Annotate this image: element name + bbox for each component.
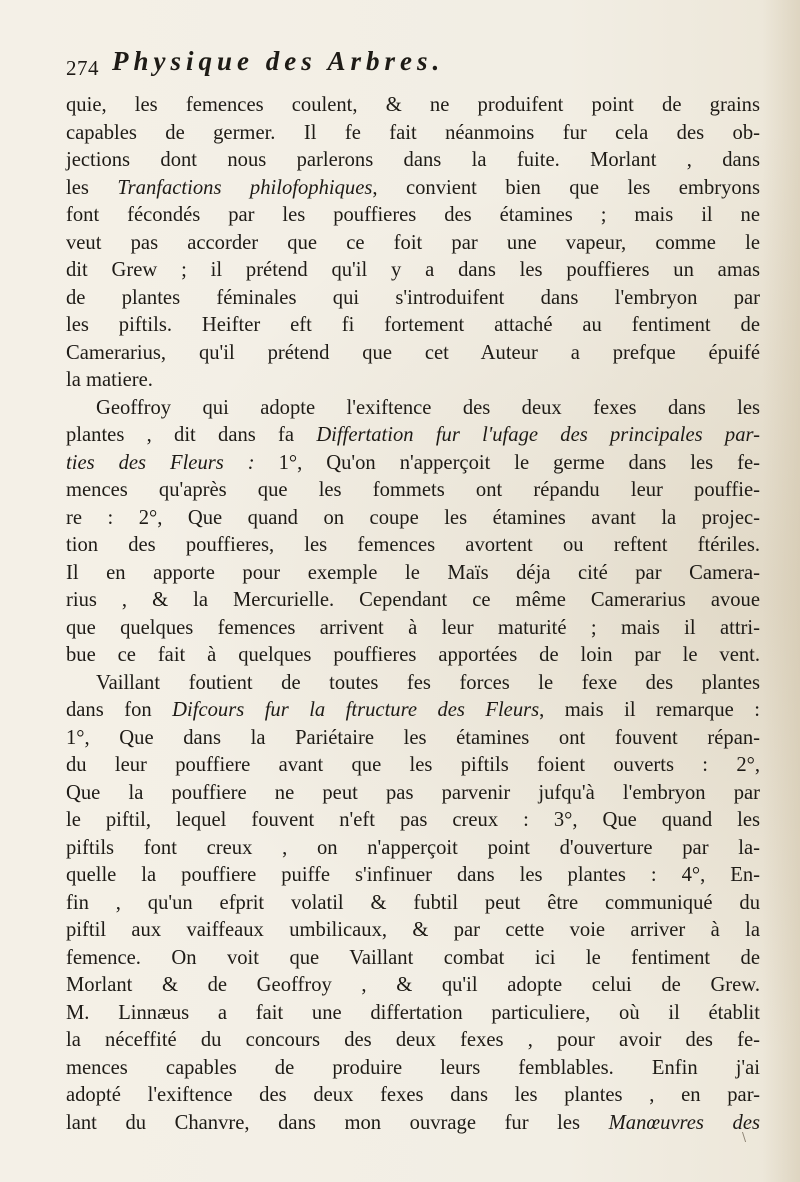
text-run: dans fon	[66, 699, 173, 721]
text-run: 1°, Qu'on n'apperçoit le germe dans les fe-	[254, 451, 760, 474]
text-run: le piftil, lequel fouvent n'eft pas creux : 3°, Que quand les	[66, 809, 760, 831]
text-run: Il en apporte pour exemple le Maïs déja cité par Camera-	[66, 561, 760, 584]
text-run: re : 2°, Que quand on coupe les étamines avant la projec-	[66, 506, 760, 529]
text-run: la néceffité du concours des deux fexes , pour avoir des fe-	[66, 1029, 760, 1051]
text-run: , convient bien que les embryons	[372, 176, 760, 199]
text-line	[66, 505, 760, 533]
text-line	[66, 615, 760, 643]
text-run: font fécondés par les pouffieres des étamines ; mais il ne	[66, 204, 760, 226]
text-run: Que la pouffiere ne peut pas parvenir jufqu'à l'embryon par	[66, 781, 760, 804]
text-line	[66, 175, 760, 203]
text-run: Camerarius, qu'il prétend que cet Auteur a prefque épuifé	[66, 341, 760, 364]
text-run: du leur pouffiere avant que les piftils foient ouverts : 2°,	[66, 754, 760, 776]
text-run: veut pas accorder que ce foit par une vapeur, comme le	[66, 231, 760, 254]
italic-text: Tranfactions philofophiques	[117, 176, 373, 199]
text-run: , mais il remarque :	[539, 699, 760, 721]
text-line	[66, 422, 760, 450]
text-run: les	[66, 176, 118, 199]
text-line	[66, 697, 760, 725]
page-header	[66, 46, 756, 86]
text-line	[66, 120, 760, 148]
text-line	[66, 587, 760, 615]
text-line	[66, 202, 760, 230]
corner-mark: \	[742, 1130, 747, 1144]
text-line	[66, 972, 760, 1000]
text-run: Geoffroy qui adopte l'exiftence des deux fexes dans les	[96, 396, 760, 419]
text-run: mences qu'après que les fommets ont répandu leur pouffie-	[66, 479, 760, 501]
text-line	[66, 285, 760, 313]
text-run: femence. On voit que Vaillant combat ici le fentiment de	[66, 946, 760, 969]
text-line	[66, 395, 760, 423]
text-run: fin , qu'un efprit volatil & fubtil peut être communiqué du	[66, 891, 760, 914]
text-run: que quelques femences arrivent à leur maturité ; mais il attri-	[66, 616, 760, 639]
text-line	[66, 780, 760, 808]
text-run: plantes , dit dans fa	[66, 424, 317, 446]
text-line	[66, 560, 760, 588]
text-line	[66, 450, 760, 478]
italic-text: Difcours fur la ftructure des Fleurs	[172, 699, 540, 721]
text-run: lant du Chanvre, dans mon ouvrage fur les	[66, 1111, 609, 1134]
text-run: Morlant & de Geoffroy , & qu'il adopte celui de Grew.	[66, 974, 760, 996]
page-number: 274	[66, 56, 99, 80]
italic-text: Manœuvres des	[608, 1111, 760, 1134]
text-line	[66, 807, 760, 835]
italic-text: ties des Fleurs :	[66, 451, 255, 474]
text-run: dit Grew ; il prétend qu'il y a dans les pouffieres un amas	[66, 259, 760, 281]
text-run: les piftils. Heifter eft fi fortement attaché au fentiment de	[66, 314, 760, 336]
text-line	[66, 670, 760, 698]
body-text	[66, 92, 760, 1137]
text-run: tion des pouffieres, les femences avortent ou reftent ftériles.	[66, 534, 760, 556]
text-line	[66, 92, 760, 120]
text-line	[66, 1027, 760, 1055]
text-run: quie, les femences coulent, & ne produifent point de grains	[66, 94, 760, 116]
text-line	[66, 725, 760, 753]
text-line	[66, 945, 760, 973]
text-line	[66, 477, 760, 505]
text-run: jections dont nous parlerons dans la fuite. Morlant , dans	[66, 149, 760, 171]
text-line	[66, 1055, 760, 1083]
text-run: piftils font creux , on n'apperçoit point d'ouverture par la-	[66, 836, 760, 859]
text-line	[66, 230, 760, 258]
page-edge-shadow	[762, 0, 800, 1182]
text-line	[66, 1082, 760, 1110]
running-title: Physique des Arbres.	[112, 46, 445, 76]
text-line	[66, 257, 760, 285]
text-line	[66, 917, 760, 945]
text-run: M. Linnæus a fait une differtation particuliere, où il établit	[66, 1001, 760, 1024]
text-run: quelle la pouffiere puiffe s'infinuer dans les plantes : 4°, En-	[66, 864, 760, 886]
text-line	[66, 835, 760, 863]
text-line	[66, 532, 760, 560]
text-run: capables de germer. Il fe fait néanmoins fur cela des ob-	[66, 121, 760, 144]
text-run: 1°, Que dans la Pariétaire les étamines ont fouvent répan-	[66, 726, 760, 749]
text-line	[66, 642, 760, 670]
text-run: piftil aux vaiffeaux umbilicaux, & par cette voie arriver à la	[66, 919, 760, 941]
text-line	[66, 890, 760, 918]
text-line	[66, 367, 760, 395]
text-run: rius , & la Mercurielle. Cependant ce même Camerarius avoue	[66, 589, 760, 611]
text-line	[66, 147, 760, 175]
text-run: la matiere.	[66, 369, 153, 391]
italic-text: Differtation fur l'ufage des principales par-	[316, 424, 760, 446]
text-run: de plantes féminales qui s'introduifent dans l'embryon par	[66, 286, 760, 309]
text-line	[66, 862, 760, 890]
text-run: bue ce fait à quelques pouffieres apportées de loin par le vent.	[66, 644, 760, 666]
text-line	[66, 340, 760, 368]
text-line	[66, 1000, 760, 1028]
text-run: adopté l'exiftence des deux fexes dans les plantes , en par-	[66, 1084, 760, 1106]
text-run: Vaillant foutient de toutes fes forces le fexe des plantes	[96, 671, 760, 694]
text-line	[66, 752, 760, 780]
text-line	[66, 312, 760, 340]
text-line	[66, 1110, 760, 1138]
text-run: mences capables de produire leurs femblables. Enfin j'ai	[66, 1056, 760, 1079]
